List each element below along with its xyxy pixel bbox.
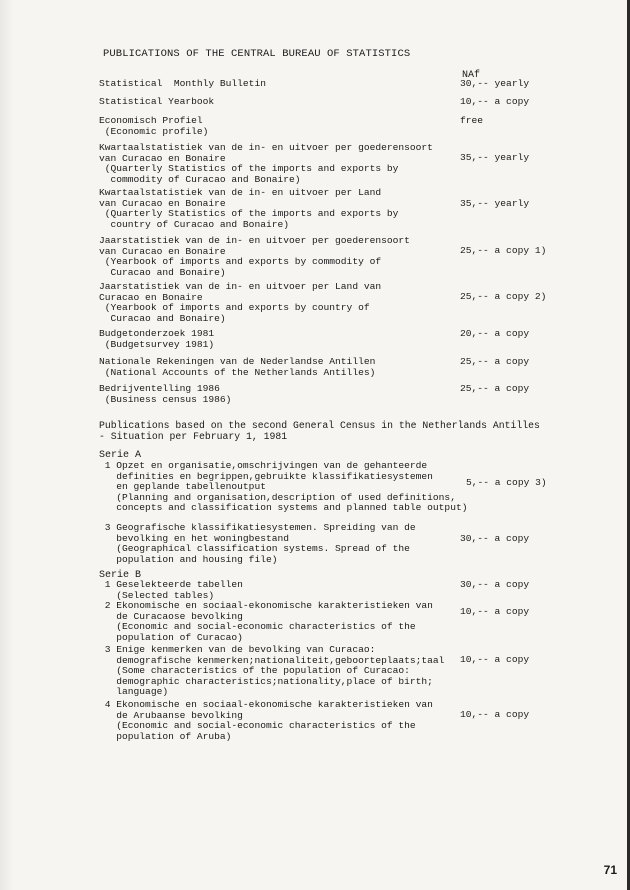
entry-line: van Curacao en Bonaire (99, 197, 226, 209)
publication-price: 25,-- a copy (460, 356, 530, 367)
entry-line: 4 Ekonomische en sociaal-ekonomische karakteristieken van (99, 699, 433, 710)
publication-entry (99, 329, 449, 350)
publication-entry (99, 236, 449, 278)
entry-line: (Planning and organisation,description of used definitions, (99, 491, 456, 503)
entry-line: Statistical Monthly Bulletin (99, 78, 266, 89)
publication-price: 25,-- a copy 1) (460, 245, 547, 256)
entry-line: (Some characteristics of the population of Curacao: (99, 665, 410, 677)
entry-line: de Curacaose bevolking (99, 610, 243, 622)
entry-line: (Quarterly Statistics of the imports and exports by (99, 163, 399, 175)
entry-line: 3 Geografische klassifikatiesystemen. Spreiding van de (99, 522, 416, 533)
publication-price: 30,-- yearly (460, 78, 530, 89)
entry-line: demographic characteristics;nationality,place of birth; (99, 675, 433, 687)
publication-entry (99, 116, 449, 137)
publication-entry (99, 143, 449, 185)
census-entry (99, 700, 449, 742)
entry-line: Nationale Rekeningen van de Nederlandse Antillen (99, 356, 376, 367)
census-entry (99, 460, 468, 514)
census-price: 5,-- a copy 3) (466, 477, 547, 488)
serie-b-label: Serie B (99, 570, 142, 581)
entry-line: Kwartaalstatistiek van de in- en uitvoer per Land (99, 187, 382, 198)
entry-line: Curacao en Bonaire (99, 291, 203, 303)
entry-line: (Geographical classification systems. Spread of the (99, 543, 410, 555)
publication-price: 35,-- yearly (460, 152, 530, 163)
entry-line: Statistical Yearbook (99, 96, 215, 107)
census-entry (99, 523, 449, 565)
census-entry (99, 645, 449, 698)
entry-line: Jaarstatistiek van de in- en uitvoer per goederensoort (99, 235, 410, 246)
entry-line: 1 Geselekteerde tabellen (99, 579, 243, 590)
publication-price: free (460, 115, 484, 126)
entry-line: population of Curacao) (99, 631, 243, 643)
entry-line: (Economic and social-economic characteristics of the (99, 621, 416, 633)
entry-line: country of Curacao and Bonaire) (99, 218, 289, 230)
entry-line: en geplande tabellenoutput (99, 481, 266, 493)
entry-line: concepts and classification systems and planned table output) (99, 502, 468, 514)
publication-entry (99, 282, 449, 324)
census-entry (99, 580, 449, 601)
census-intro (99, 420, 540, 442)
page-heading: PUBLICATIONS OF THE CENTRAL BUREAU OF STATISTICS (103, 48, 411, 60)
entry-line: (National Accounts of the Netherlands Antilles) (99, 366, 376, 378)
census-intro-line: - Situation per February 1, 1981 (99, 431, 288, 442)
entry-line: van Curacao en Bonaire (99, 245, 226, 257)
publication-entry (99, 79, 449, 90)
census-intro-line: Publications based on the second General Census in the Netherlands Antilles (99, 420, 540, 431)
entry-line: language) (99, 686, 169, 698)
entry-line: Bedrijventelling 1986 (99, 383, 220, 394)
publication-price: 20,-- a copy (460, 328, 530, 339)
entry-line: Jaarstatistiek van de in- en uitvoer per Land van (99, 281, 382, 292)
entry-line: 2 Ekonomische en sociaal-ekonomische karakteristieken van (99, 600, 433, 611)
census-price: 30,-- a copy (460, 533, 530, 544)
entry-line: (Quarterly Statistics of the imports and exports by (99, 208, 399, 220)
entry-line: (Yearbook of imports and exports by country of (99, 302, 370, 314)
entry-line: bevolking en het woningbestand (99, 532, 289, 544)
entry-line: (Business census 1986) (99, 393, 232, 405)
publication-price: 10,-- a copy (460, 96, 530, 107)
publication-entry (99, 188, 449, 230)
page-number: 71 (603, 863, 617, 877)
entry-line: Kwartaalstatistiek van de in- en uitvoer per goederensoort (99, 142, 433, 153)
publication-price: 35,-- yearly (460, 198, 530, 209)
entry-line: 3 Enige kenmerken van de bevolking van Curacao: (99, 644, 376, 655)
census-price: 10,-- a copy (460, 654, 530, 665)
entry-line: (Budgetsurvey 1981) (99, 338, 215, 350)
census-entry (99, 601, 449, 643)
publication-entry (99, 384, 449, 405)
entry-line: Curacao and Bonaire) (99, 266, 226, 278)
publication-entry (99, 97, 449, 108)
serie-a-label: Serie A (99, 450, 142, 461)
entry-line: Budgetonderzoek 1981 (99, 328, 215, 339)
entry-line: population of Aruba) (99, 730, 232, 742)
entry-line: Economisch Profiel (99, 115, 203, 126)
entry-line: 1 Opzet en organisatie,omschrijvingen van de gehanteerde (99, 460, 428, 471)
currency-label: NAf (462, 70, 481, 81)
census-price: 30,-- a copy (460, 579, 530, 590)
census-price: 10,-- a copy (460, 709, 530, 720)
entry-line: (Economic and social-economic characteristics of the (99, 720, 416, 732)
publication-price: 25,-- a copy (460, 383, 530, 394)
entry-line: (Selected tables) (99, 589, 215, 601)
entry-line: (Yearbook of imports and exports by commodity of (99, 256, 382, 268)
publication-price: 25,-- a copy 2) (460, 291, 547, 302)
census-price: 10,-- a copy (460, 606, 530, 617)
entry-line: de Arubaanse bevolking (99, 709, 243, 721)
entry-line: van Curacao en Bonaire (99, 152, 226, 164)
publication-entry (99, 357, 449, 378)
entry-line: Curacao and Bonaire) (99, 312, 226, 324)
entry-line: population and housing file) (99, 553, 278, 565)
entry-line: definities en begrippen,gebruikte klassifikatiesystemen (99, 470, 433, 482)
entry-line: commodity of Curacao and Bonaire) (99, 173, 301, 185)
entry-line: (Economic profile) (99, 125, 209, 137)
entry-line: demografische kenmerken;nationaliteit,geboorteplaats;taal (99, 654, 445, 666)
